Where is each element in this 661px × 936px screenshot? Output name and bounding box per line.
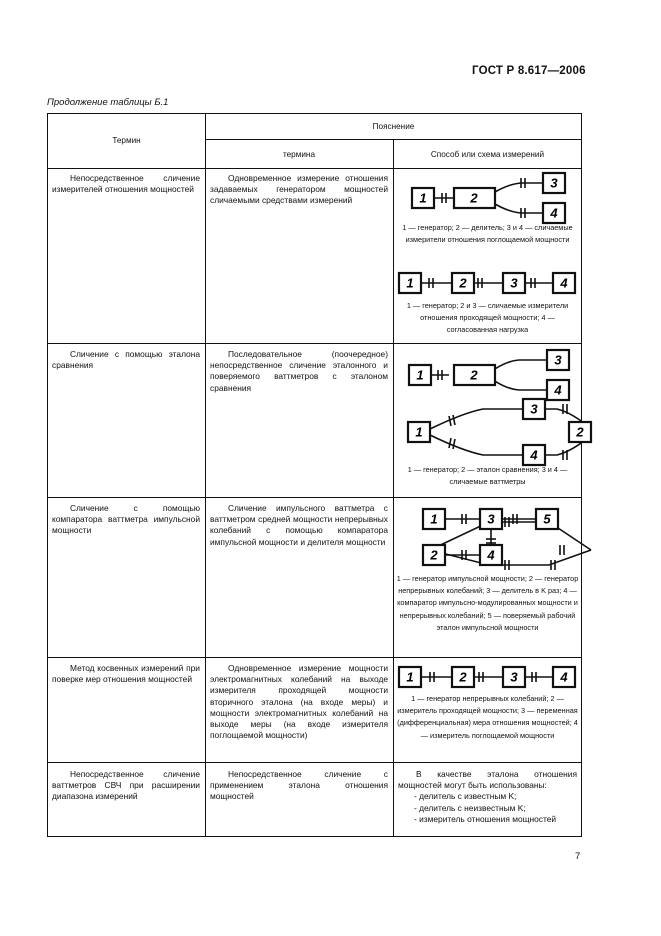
svg-text:1: 1 [406, 669, 414, 685]
explanation-cell: Последовательное (поочередное) непосредственное сличение эталонного и поверяемого ваттметров с эталоном сравнения [210, 349, 388, 393]
table-caption: Продолжение таблицы Б.1 [47, 97, 169, 108]
svg-text:4: 4 [560, 669, 568, 685]
term-cell: Сличение с помощью эталона сравнения [52, 349, 200, 371]
col-header-explanation: Пояснение [372, 122, 415, 131]
row-rule-4 [48, 762, 582, 763]
diagram-caption: 1 — генератор импульсной мощности; 2 — генератор непрерывных колебаний; 3 — делитель в K раз; 4 — компаратор импульсно-модулированных мощности и непрерывных колебаний; 5 — поверяемый рабочий эталон импульсной мощности [396, 574, 579, 632]
document-code: ГОСТ Р 8.617—2006 [472, 65, 586, 77]
svg-text:1: 1 [406, 275, 414, 291]
svg-text:4: 4 [560, 275, 568, 291]
svg-text:1: 1 [419, 190, 427, 206]
svg-text:2: 2 [459, 275, 467, 291]
svg-text:4: 4 [550, 205, 558, 221]
term-cell: Сличение с помощью компаратора ваттметра импульсной мощности [52, 503, 200, 536]
indirect-measurement-diagram [393, 657, 582, 697]
diagram-caption: 1 — генератор; 2 — делитель; 3 и 4 — сличаемые измерители отношения поглощаемой мощности [402, 223, 573, 245]
svg-text:5: 5 [543, 511, 551, 527]
term-cell: Непосредственное сличение ваттметров СВЧ при расширении диапазона измерений [52, 769, 200, 802]
svg-text:3: 3 [554, 352, 562, 368]
explanation-cell: Одновременное измерение отношения задаваемых генератором мощностей сличаемыми средствами измерений [210, 173, 388, 206]
term-cell: Метод косвенных измерений при поверке мер отношения мощностей [52, 663, 200, 685]
diagram-caption: 1 — генератор непрерывных колебаний; 2 — измеритель проходящей мощности; 3 — переменная (дифференциальная) мера отношения мощностей; 4 — измеритель поглощаемой мощности [397, 694, 578, 740]
diagram-caption: 1 — генератор; 2 — эталон сравнения; 3 и 4 — сличаемые ваттметры [407, 465, 568, 487]
method-list-item: - делитель с неизвестным K; [414, 802, 526, 813]
svg-text:3: 3 [510, 669, 518, 685]
col-header-of-term: термина [282, 150, 316, 159]
definitions-table [47, 113, 582, 837]
svg-text:1: 1 [415, 424, 423, 440]
svg-text:2: 2 [470, 367, 478, 383]
svg-text:2: 2 [430, 547, 438, 563]
svg-text:2: 2 [576, 424, 584, 440]
svg-text:3: 3 [530, 401, 538, 417]
svg-text:3: 3 [550, 175, 558, 191]
svg-text:1: 1 [416, 367, 424, 383]
page-number: 7 [575, 851, 581, 862]
svg-text:2: 2 [459, 669, 467, 685]
svg-text:2: 2 [470, 190, 478, 206]
method-list-item: - делитель с известным K; [414, 791, 517, 802]
method-list-item: - измеритель отношения мощностей [414, 813, 557, 824]
svg-text:4: 4 [554, 382, 562, 398]
col-rule-1 [205, 114, 206, 837]
svg-text:1: 1 [430, 511, 438, 527]
col-header-term: Термин [112, 136, 141, 145]
svg-text:3: 3 [487, 511, 495, 527]
svg-text:4: 4 [487, 547, 495, 563]
term-cell: Непосредственное сличение измерителей отношения мощностей [52, 173, 200, 195]
svg-text:3: 3 [510, 275, 518, 291]
method-text: В качестве эталона отношения мощностей могут быть использованы: - делитель с известным K; - делитель с неизвестным K; - измеритель отношения мощностей [398, 769, 577, 824]
explanation-cell: Сличение импульсного ваттметра с ваттметром средней мощности непрерывных колебаний с помощью компаратора импульсной мощности и делителя мощности [210, 503, 388, 547]
explanation-cell: Непосредственное сличение с применением эталона отношения мощностей [210, 769, 388, 802]
pulse-comparator-diagram [393, 497, 582, 577]
col-header-method: Способ или схема измерений [430, 150, 545, 159]
svg-text:4: 4 [530, 447, 538, 463]
explanation-cell: Одновременное измерение мощности электромагнитных колебаний на выходе измерителя проходящей мощности вторичного эталона (на входе меры) и мощности электромагнитных колебаний на выходе меры (на входе измерителя поглощаемой мощности) [210, 663, 388, 741]
diagram-caption: 1 — генератор; 2 и 3 — сличаемые измерители отношения проходящей мощности; 4 — согласованная нагрузка [406, 301, 569, 335]
